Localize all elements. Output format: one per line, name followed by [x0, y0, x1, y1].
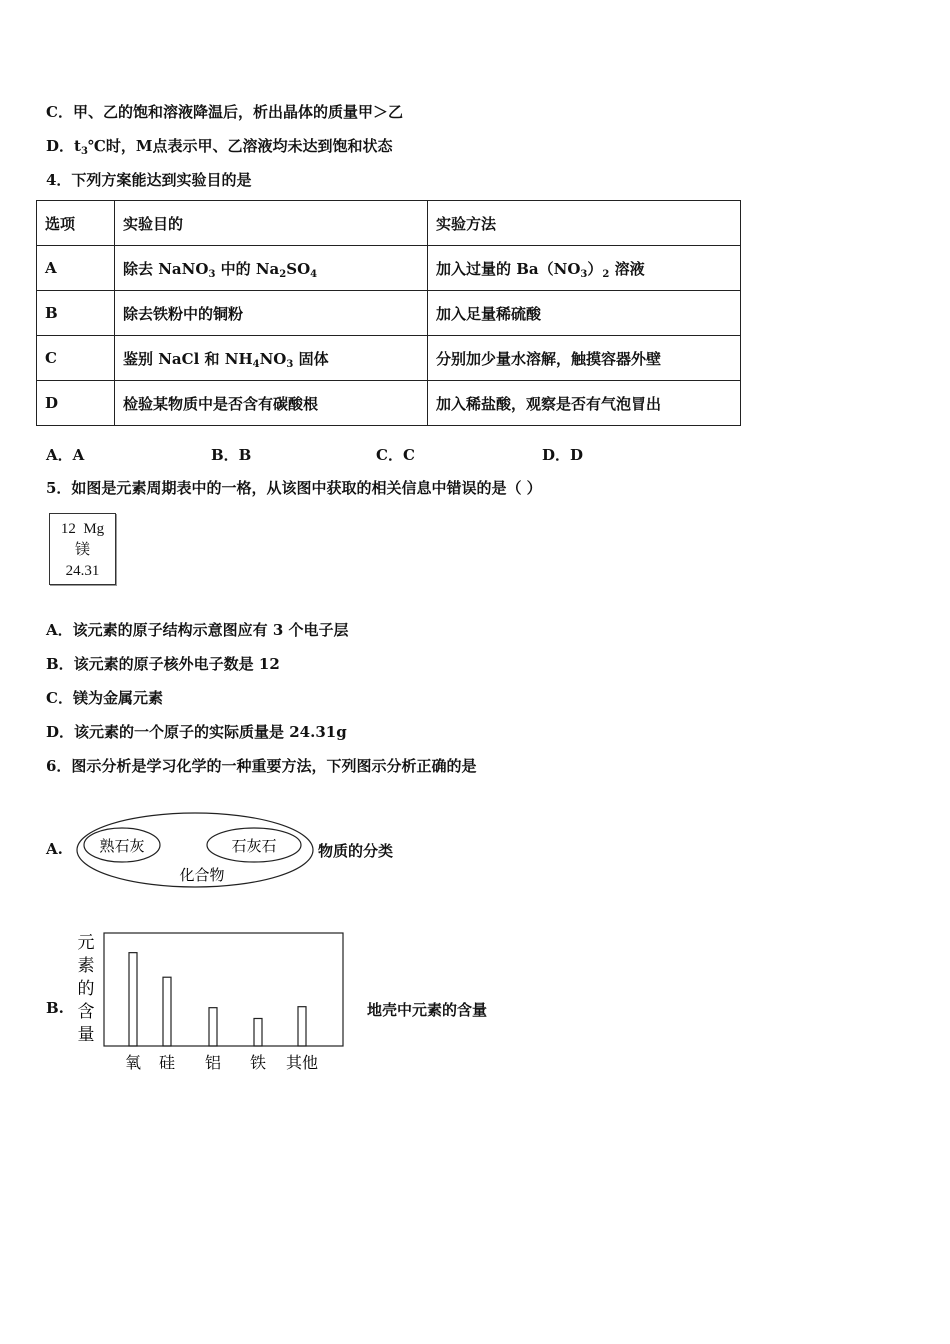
table-row: [37, 381, 741, 426]
answer-option-c[interactable]: C．C: [376, 446, 415, 464]
bar-4: [298, 1007, 306, 1046]
row-option: C: [37, 336, 115, 381]
q3-option-d: D．$t_3℃$时，M点表示甲、乙溶液均未达到饱和状态: [46, 137, 393, 157]
row-method: 加入足量稀硫酸: [428, 291, 741, 336]
header-method: 实验方法: [428, 201, 741, 246]
bar-3: [254, 1018, 262, 1046]
row-method: 分别加少量水溶解，触摸容器外壁: [428, 336, 741, 381]
answer-option-b[interactable]: B．B: [211, 446, 252, 464]
outer-label: 化合物: [179, 866, 225, 884]
row-purpose: 鉴别 NaCl 和 $NH_4NO_3$ 固体: [115, 336, 428, 381]
element-mass: 24.31: [65, 563, 100, 579]
q4-stem: 4．下列方案能达到实验目的是: [46, 171, 252, 189]
element-name: 镁: [74, 542, 90, 558]
row-option: B: [37, 291, 115, 336]
q4-table: [36, 200, 741, 426]
row-option: A: [37, 246, 115, 291]
x-tick-label: 其他: [285, 1053, 319, 1072]
y-axis-label-char: 的: [77, 979, 95, 999]
q5-option-a: A．该元素的原子结构示意图应有 3 个电子层: [46, 621, 349, 639]
x-tick-label: 铝: [204, 1053, 222, 1072]
q5-stem: 5．如图是元素周期表中的一格，从该图中获取的相关信息中错误的是（ ）: [46, 479, 542, 497]
element-number-symbol: 12 Mg: [60, 521, 105, 537]
table-header-row: [37, 201, 741, 246]
q6-option-a-letter: A.: [46, 840, 63, 858]
table-row: [37, 291, 741, 336]
y-axis-label-char: 元: [77, 933, 95, 953]
q5-option-b: B．该元素的原子核外电子数是 12: [46, 655, 280, 673]
row-method: 加入稀盐酸，观察是否有气泡冒出: [428, 381, 741, 426]
bar-0: [129, 953, 137, 1046]
q6-option-b-letter: B.: [46, 999, 64, 1017]
y-axis-label-char: 素: [77, 956, 95, 976]
crust-element-chart: [70, 928, 355, 1078]
q6-option-b-caption: 地壳中元素的含量: [367, 1001, 488, 1019]
inner-right-label: 石灰石: [231, 837, 277, 855]
row-option: D: [37, 381, 115, 426]
bar-2: [209, 1008, 217, 1046]
chart-frame: [104, 933, 343, 1046]
bar-1: [163, 977, 171, 1046]
x-tick-label: 硅: [158, 1053, 176, 1072]
y-axis-label-char: 量: [77, 1025, 95, 1045]
header-option: 选项: [37, 201, 115, 246]
header-purpose: 实验目的: [115, 201, 428, 246]
row-method: 加入过量的 $Ba(NO_3)_2$ 溶液: [428, 246, 741, 291]
table-row: [37, 246, 741, 291]
q5-option-d: D．该元素的一个原子的实际质量是 24.31g: [46, 723, 347, 741]
q6-stem: 6．图示分析是学习化学的一种重要方法，下列图示分析正确的是: [46, 757, 477, 775]
row-purpose: 除去 NaNO$_3$ 中的 $Na_2SO_4$: [115, 246, 428, 291]
classification-diagram: [74, 808, 320, 890]
inner-left-label: 熟石灰: [99, 837, 145, 855]
answer-option-a[interactable]: A．A: [46, 446, 85, 464]
x-tick-label: 铁: [249, 1053, 267, 1072]
x-tick-label: 氧: [124, 1053, 142, 1072]
periodic-element-cell: [49, 513, 116, 585]
row-purpose: 除去铁粉中的铜粉: [115, 291, 428, 336]
y-axis-label-char: 含: [77, 1002, 95, 1022]
table-row: [37, 336, 741, 381]
q6-option-a-caption: 物质的分类: [318, 842, 394, 860]
q3-option-c: C．甲、乙的饱和溶液降温后，析出晶体的质量甲＞乙: [46, 103, 403, 121]
answer-option-d[interactable]: D．D: [542, 446, 584, 464]
row-purpose: 检验某物质中是否含有碳酸根: [115, 381, 428, 426]
q5-option-c: C．镁为金属元素: [46, 689, 163, 707]
